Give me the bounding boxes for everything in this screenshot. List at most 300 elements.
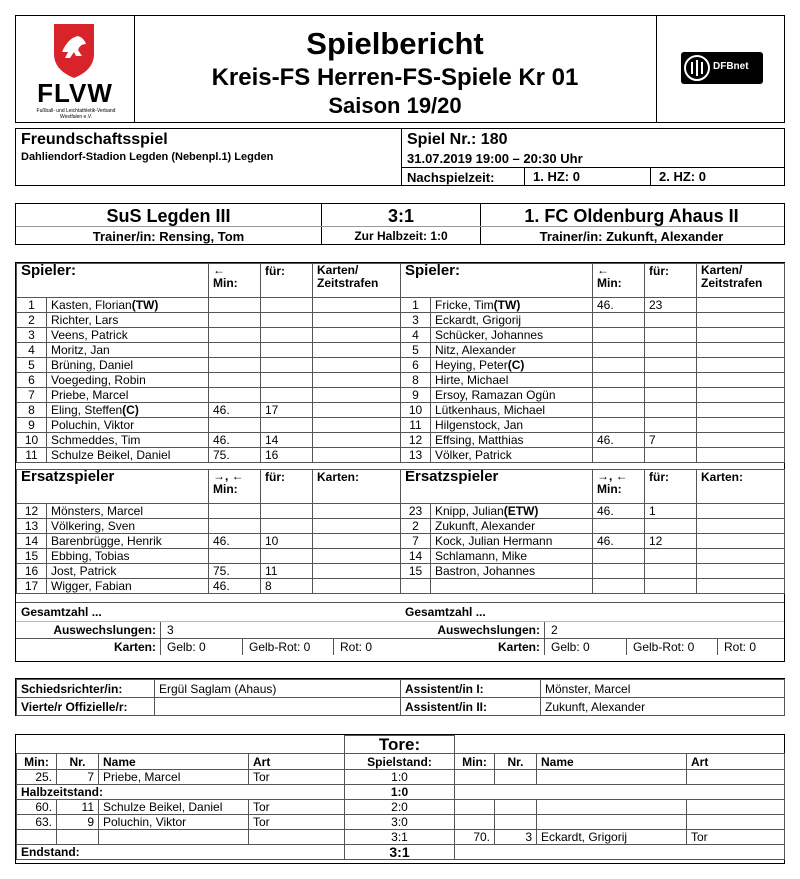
sub-cards <box>697 579 785 594</box>
player-number: 4 <box>17 343 47 358</box>
player-sub-minute <box>209 328 261 343</box>
totals-label: Gesamtzahl ... <box>405 605 486 619</box>
subs-header: Ersatzspieler <box>17 470 209 504</box>
sub-for <box>645 519 697 534</box>
away-goal-min <box>455 815 495 830</box>
away-name-header: Name <box>537 754 687 770</box>
player-name: Brüning, Daniel <box>47 358 209 373</box>
assistant1-label: Assistent/in I: <box>401 680 541 698</box>
goal-row <box>17 800 785 815</box>
away-goal-name <box>537 815 687 830</box>
sub-for: 1 <box>645 504 697 519</box>
player-name: Voegeding, Robin <box>47 373 209 388</box>
sub-name: Barenbrügge, Henrik <box>47 534 209 549</box>
player-number: 9 <box>401 388 431 403</box>
for-header: für: <box>261 470 313 504</box>
player-sub-for <box>261 313 313 328</box>
final-row <box>17 845 785 860</box>
away-goal-art <box>687 800 785 815</box>
player-sub-minute: 46. <box>593 298 645 313</box>
away-goal-nr <box>495 815 537 830</box>
player-cards <box>313 433 401 448</box>
sub-minute <box>593 579 645 594</box>
player-name: Heying, Peter(C) <box>431 358 593 373</box>
player-sub-for <box>645 448 697 463</box>
min-out-header: ← Min: <box>209 264 261 298</box>
player-sub-for: 23 <box>645 298 697 313</box>
home-goal-min: 60. <box>17 800 57 815</box>
player-role-tag: (C) <box>507 358 525 372</box>
goal-row <box>17 815 785 830</box>
sub-row <box>17 519 401 534</box>
player-cards <box>313 448 401 463</box>
sub-for: 10 <box>261 534 313 549</box>
player-role-tag: (C) <box>122 403 139 417</box>
sub-row <box>17 504 401 519</box>
dfbnet-logo <box>656 16 785 122</box>
sub-minute: 46. <box>593 504 645 519</box>
home-goal-art: Tor <box>249 815 345 830</box>
players-header: Spieler: <box>401 264 593 298</box>
officials <box>15 678 785 716</box>
halftime-label: Halbzeitstand: <box>17 785 345 800</box>
player-sub-minute: 46. <box>209 433 261 448</box>
player-name: Eckardt, Grigorij <box>431 313 593 328</box>
away-nr-header: Nr. <box>495 754 537 770</box>
player-sub-minute <box>593 448 645 463</box>
sub-for <box>261 504 313 519</box>
sub-name: Mönsters, Marcel <box>47 504 209 519</box>
sub-row <box>17 579 401 594</box>
totals-label: Gesamtzahl ... <box>21 605 102 619</box>
halftime-score: Zur Halbzeit: 1:0 <box>354 229 448 243</box>
sub-minute <box>209 549 261 564</box>
player-sub-minute: 75. <box>209 448 261 463</box>
home-goal-name: Priebe, Marcel <box>99 770 249 785</box>
player-cards <box>313 418 401 433</box>
goal-row <box>17 770 785 785</box>
player-number: 3 <box>17 328 47 343</box>
player-name: Schulze Beikel, Daniel <box>47 448 209 463</box>
player-number: 4 <box>401 328 431 343</box>
sub-cards <box>313 549 401 564</box>
player-cards <box>697 343 785 358</box>
player-row <box>17 358 401 373</box>
player-sub-minute <box>209 388 261 403</box>
match-datetime: 31.07.2019 19:00 – 20:30 Uhr <box>407 151 583 166</box>
player-number: 2 <box>17 313 47 328</box>
yellowred-count: Gelb-Rot: 0 <box>243 639 334 655</box>
player-cards <box>697 373 785 388</box>
sub-cards <box>313 564 401 579</box>
player-row <box>17 418 401 433</box>
match-info <box>15 128 785 186</box>
for-header: für: <box>645 470 697 504</box>
substitutions-label: Auswechslungen: <box>400 622 545 638</box>
referee-label: Schiedsrichter/in: <box>17 680 155 698</box>
player-cards <box>697 313 785 328</box>
player-sub-minute <box>593 313 645 328</box>
sub-name: Völkering, Sven <box>47 519 209 534</box>
player-cards <box>313 403 401 418</box>
player-sub-for <box>261 358 313 373</box>
home-goal-art: Tor <box>249 800 345 815</box>
sub-number: 15 <box>17 549 47 564</box>
player-row <box>401 343 785 358</box>
player-cards <box>697 418 785 433</box>
player-name: Hirte, Michael <box>431 373 593 388</box>
player-cards <box>313 373 401 388</box>
away-goal-min <box>455 770 495 785</box>
sub-cards <box>313 534 401 549</box>
sub-minute <box>593 564 645 579</box>
player-sub-minute <box>593 403 645 418</box>
min-out-header: ← Min: <box>593 264 645 298</box>
sub-minute <box>593 549 645 564</box>
player-cards <box>313 298 401 313</box>
away-goal-nr: 3 <box>495 830 537 845</box>
player-number: 6 <box>17 373 47 388</box>
player-sub-minute: 46. <box>209 403 261 418</box>
sub-name: Kock, Julian Hermann <box>431 534 593 549</box>
player-number: 8 <box>401 373 431 388</box>
sub-row <box>401 504 785 519</box>
player-sub-minute <box>593 358 645 373</box>
sub-number: 23 <box>401 504 431 519</box>
cards-total-label: Karten: <box>16 639 161 655</box>
sub-cards <box>313 504 401 519</box>
competition-title: Kreis-FS Herren-FS-Spiele Kr 01 <box>211 64 579 91</box>
sub-row <box>17 549 401 564</box>
sub-for <box>645 549 697 564</box>
player-sub-minute <box>593 388 645 403</box>
home-goal-min <box>17 830 57 845</box>
fourth-official-label: Vierte/r Offizielle/r: <box>17 698 155 716</box>
sub-name: Schlamann, Mike <box>431 549 593 564</box>
player-name: Moritz, Jan <box>47 343 209 358</box>
player-sub-for <box>645 358 697 373</box>
player-name: Schücker, Johannes <box>431 328 593 343</box>
logo-text: FLVW <box>37 78 113 108</box>
away-team: 1. FC Oldenburg Ahaus II <box>524 206 739 226</box>
home-goal-min: 25. <box>17 770 57 785</box>
home-coach: Trainer/in: Rensing, Tom <box>92 229 245 244</box>
player-sub-minute <box>209 418 261 433</box>
game-number: Spiel Nr.: 180 <box>407 131 508 148</box>
sub-minute <box>209 519 261 534</box>
fourth-official-name <box>155 698 401 716</box>
player-sub-minute <box>593 328 645 343</box>
lineups <box>15 262 785 662</box>
sub-number: 14 <box>17 534 47 549</box>
player-cards <box>697 433 785 448</box>
goals-section <box>15 734 785 864</box>
sub-for: 8 <box>261 579 313 594</box>
home-goal-name <box>99 830 249 845</box>
player-number: 6 <box>401 358 431 373</box>
player-number: 3 <box>401 313 431 328</box>
away-goal-name: Eckardt, Grigorij <box>537 830 687 845</box>
dfbnet-badge <box>681 52 763 84</box>
sub-number: 2 <box>401 519 431 534</box>
player-row <box>17 373 401 388</box>
away-min-header: Min: <box>455 754 495 770</box>
player-row <box>17 343 401 358</box>
home-name-header: Name <box>99 754 249 770</box>
player-row <box>17 298 401 313</box>
assistant1-name: Mönster, Marcel <box>541 680 785 698</box>
score-header: Spielstand: <box>345 754 455 770</box>
sub-row <box>401 549 785 564</box>
player-sub-for: 14 <box>261 433 313 448</box>
sub-row <box>401 579 785 594</box>
player-number: 10 <box>401 403 431 418</box>
player-name: Schmeddes, Tim <box>47 433 209 448</box>
player-row <box>401 328 785 343</box>
away-goal-min: 70. <box>455 830 495 845</box>
goal-score: 3:0 <box>345 815 455 830</box>
min-inout-header: →, ← Min: <box>209 470 261 504</box>
player-name: Fricke, Tim(TW) <box>431 298 593 313</box>
player-sub-for <box>261 328 313 343</box>
goal-row <box>17 830 785 845</box>
away-goal-nr <box>495 800 537 815</box>
red-count: Rot: 0 <box>724 640 757 654</box>
player-number: 7 <box>17 388 47 403</box>
final-score: 3:1 <box>387 206 414 226</box>
player-sub-for <box>645 418 697 433</box>
player-row <box>401 403 785 418</box>
player-name: Völker, Patrick <box>431 448 593 463</box>
player-sub-for <box>261 298 313 313</box>
player-number: 9 <box>17 418 47 433</box>
player-sub-for <box>645 403 697 418</box>
sub-cards <box>313 519 401 534</box>
player-cards <box>697 298 785 313</box>
sub-number: 7 <box>401 534 431 549</box>
sub-cards <box>697 504 785 519</box>
player-sub-for <box>261 373 313 388</box>
sub-name: Wigger, Fabian <box>47 579 209 594</box>
player-cards <box>313 343 401 358</box>
sub-name: Knipp, Julian(ETW) <box>431 504 593 519</box>
player-sub-minute <box>209 343 261 358</box>
player-sub-minute <box>209 358 261 373</box>
player-name: Priebe, Marcel <box>47 388 209 403</box>
player-row <box>401 388 785 403</box>
home-min-header: Min: <box>17 754 57 770</box>
player-row <box>401 298 785 313</box>
player-name: Eling, Steffen(C) <box>47 403 209 418</box>
goal-score: 2:0 <box>345 800 455 815</box>
referee-name: Ergül Saglam (Ahaus) <box>155 680 401 698</box>
overtime-first-half: 1. HZ: 0 <box>524 168 580 186</box>
sub-minute: 75. <box>209 564 261 579</box>
player-row <box>401 313 785 328</box>
home-art-header: Art <box>249 754 345 770</box>
home-goal-art <box>249 830 345 845</box>
sub-cards <box>697 519 785 534</box>
player-sub-for: 16 <box>261 448 313 463</box>
sub-for: 11 <box>261 564 313 579</box>
report-header <box>15 15 785 123</box>
assistant2-name: Zukunft, Alexander <box>541 698 785 716</box>
overtime-second-half: 2. HZ: 0 <box>650 168 706 186</box>
player-row <box>17 403 401 418</box>
player-name: Poluchin, Viktor <box>47 418 209 433</box>
player-name: Richter, Lars <box>47 313 209 328</box>
player-sub-for <box>261 418 313 433</box>
goals-table <box>16 735 785 860</box>
player-row <box>17 388 401 403</box>
home-goal-nr: 11 <box>57 800 99 815</box>
yellow-count: Gelb: 0 <box>545 639 627 655</box>
home-goal-nr: 7 <box>57 770 99 785</box>
cards-total-label: Karten: <box>400 639 545 655</box>
away-goal-art <box>687 770 785 785</box>
sub-name <box>431 579 593 594</box>
sub-for <box>645 579 697 594</box>
player-row <box>401 433 785 448</box>
final-score: 3:1 <box>345 845 455 860</box>
home-goal-min: 63. <box>17 815 57 830</box>
player-sub-for <box>261 343 313 358</box>
player-cards <box>313 328 401 343</box>
away-coach: Trainer/in: Zukunft, Alexander <box>539 229 724 244</box>
substitutions-count: 2 <box>551 623 558 637</box>
players-header: Spieler: <box>17 264 209 298</box>
sub-row <box>401 534 785 549</box>
player-number: 13 <box>401 448 431 463</box>
player-sub-minute <box>209 373 261 388</box>
sub-cards <box>313 579 401 594</box>
for-header: für: <box>645 264 697 298</box>
cards-time-header: Karten/ Zeitstrafen <box>313 264 401 298</box>
player-cards <box>313 388 401 403</box>
player-sub-for: 17 <box>261 403 313 418</box>
sub-cards <box>697 534 785 549</box>
halftime-row <box>17 785 785 800</box>
sub-minute: 46. <box>209 579 261 594</box>
min-inout-header: →, ← Min: <box>593 470 645 504</box>
sub-number: 12 <box>17 504 47 519</box>
sub-cards <box>697 564 785 579</box>
cards-time-header: Karten/ Zeitstrafen <box>697 264 785 298</box>
halftime-score: 1:0 <box>345 785 455 800</box>
player-number: 8 <box>17 403 47 418</box>
home-team: SuS Legden III <box>106 206 231 226</box>
sub-row <box>401 519 785 534</box>
player-role-tag: (TW) <box>131 298 159 312</box>
home-goal-art: Tor <box>249 770 345 785</box>
sub-minute <box>593 519 645 534</box>
player-name: Hilgenstock, Jan <box>431 418 593 433</box>
sub-number: 15 <box>401 564 431 579</box>
final-label: Endstand: <box>17 845 345 860</box>
substitutions-count: 3 <box>167 623 174 637</box>
away-goal-min <box>455 800 495 815</box>
yellowred-count: Gelb-Rot: 0 <box>627 639 718 655</box>
sub-name: Bastron, Johannes <box>431 564 593 579</box>
sub-row <box>401 564 785 579</box>
home-goal-nr: 9 <box>57 815 99 830</box>
home-goal-name: Schulze Beikel, Daniel <box>99 800 249 815</box>
player-row <box>401 373 785 388</box>
player-sub-minute <box>209 313 261 328</box>
player-number: 10 <box>17 433 47 448</box>
player-number: 1 <box>17 298 47 313</box>
goal-score: 1:0 <box>345 770 455 785</box>
sub-row <box>17 564 401 579</box>
subs-header: Ersatzspieler <box>401 470 593 504</box>
player-row <box>17 433 401 448</box>
player-sub-for <box>645 373 697 388</box>
sub-minute: 46. <box>209 534 261 549</box>
player-sub-minute <box>593 373 645 388</box>
player-sub-minute <box>593 418 645 433</box>
player-row <box>17 313 401 328</box>
match-result <box>15 203 785 245</box>
home-goal-name: Poluchin, Viktor <box>99 815 249 830</box>
sub-for: 12 <box>645 534 697 549</box>
dfbnet-label: DFBnet <box>713 61 749 72</box>
sub-number: 16 <box>17 564 47 579</box>
player-number: 11 <box>401 418 431 433</box>
player-name: Nitz, Alexander <box>431 343 593 358</box>
player-cards <box>697 358 785 373</box>
sub-number: 14 <box>401 549 431 564</box>
sub-role-tag: (ETW) <box>503 504 539 518</box>
player-row <box>17 328 401 343</box>
player-sub-for <box>645 388 697 403</box>
home-lineup <box>16 263 400 655</box>
sub-number: 13 <box>17 519 47 534</box>
sub-minute: 46. <box>593 534 645 549</box>
player-row <box>17 448 401 463</box>
player-cards <box>697 328 785 343</box>
away-goal-name <box>537 800 687 815</box>
home-nr-header: Nr. <box>57 754 99 770</box>
away-goal-name <box>537 770 687 785</box>
player-sub-minute: 46. <box>593 433 645 448</box>
player-name: Ersoy, Ramazan Ogün <box>431 388 593 403</box>
for-header: für: <box>261 264 313 298</box>
cards-header: Karten: <box>313 470 401 504</box>
player-name: Effsing, Matthias <box>431 433 593 448</box>
sub-name: Zukunft, Alexander <box>431 519 593 534</box>
away-goal-art: Tor <box>687 830 785 845</box>
player-sub-minute <box>209 298 261 313</box>
sub-name: Jost, Patrick <box>47 564 209 579</box>
away-goal-nr <box>495 770 537 785</box>
player-row <box>401 418 785 433</box>
season-title: Saison 19/20 <box>328 93 462 118</box>
sub-cards <box>697 549 785 564</box>
sub-name: Ebbing, Tobias <box>47 549 209 564</box>
player-sub-for <box>645 343 697 358</box>
player-cards <box>313 358 401 373</box>
player-sub-for <box>261 388 313 403</box>
player-sub-for: 7 <box>645 433 697 448</box>
venue: Dahliendorf-Stadion Legden (Nebenpl.1) Legden <box>21 151 274 163</box>
player-number: 12 <box>401 433 431 448</box>
flvw-logo <box>16 16 135 122</box>
sub-row <box>17 534 401 549</box>
player-name: Lütkenhaus, Michael <box>431 403 593 418</box>
player-number: 1 <box>401 298 431 313</box>
player-row <box>401 448 785 463</box>
player-cards <box>313 313 401 328</box>
